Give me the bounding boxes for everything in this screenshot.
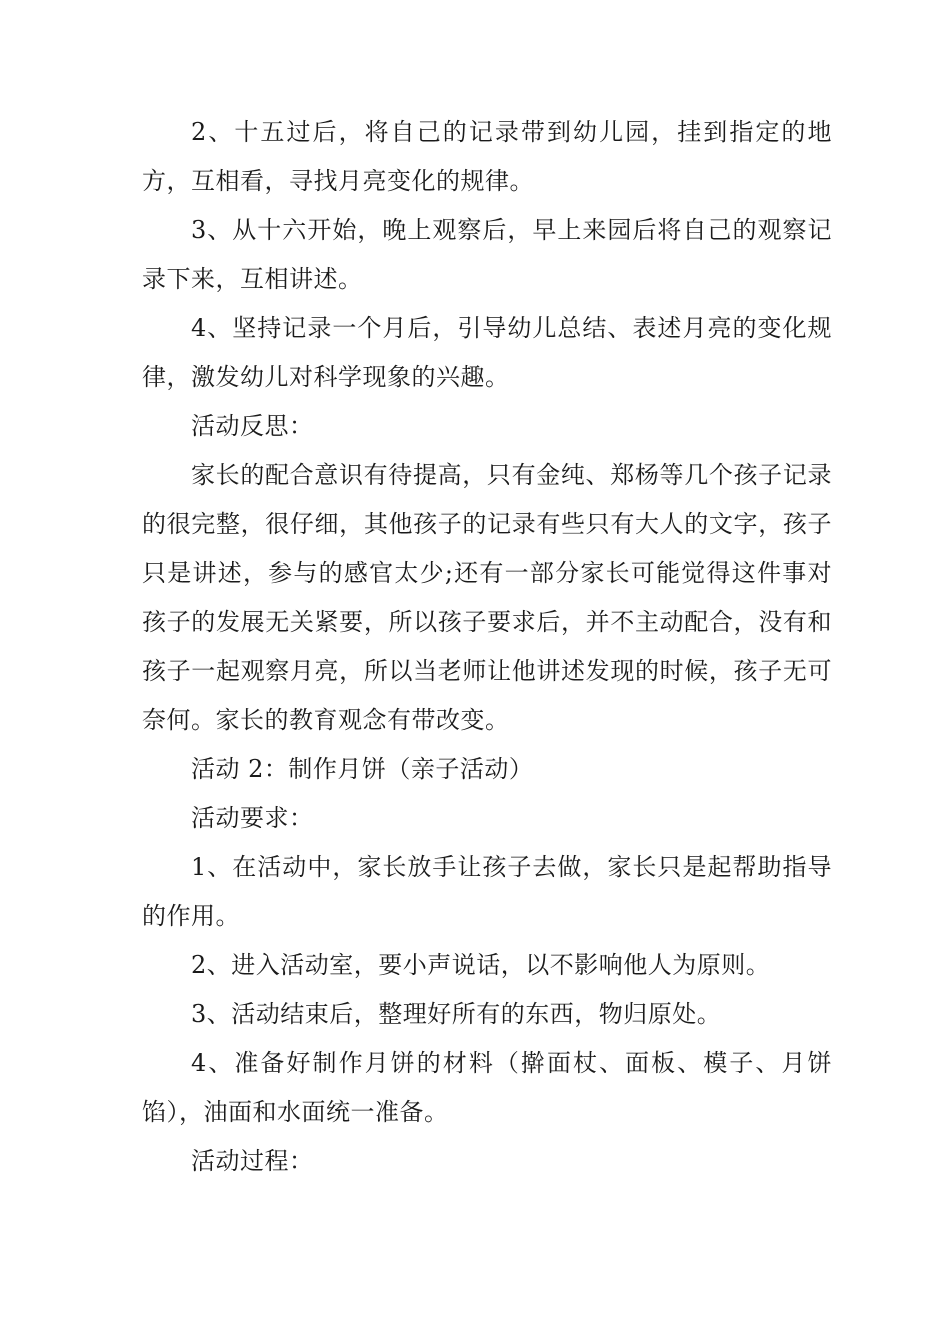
requirement-2: 2、进入活动室，要小声说话，以不影响他人为原则。 (191, 951, 771, 979)
paragraph-step-2: 2、十五过后，将自己的记录带到幼儿园，挂到指定的地方，互相看，寻找月亮变化的规律。 (142, 118, 832, 195)
document-body (142, 108, 832, 1186)
requirement-1: 1、在活动中，家长放手让孩子去做，家长只是起帮助指导的作用。 (142, 853, 832, 930)
heading-activity-2: 活动 2：制作月饼（亲子活动） (191, 755, 534, 783)
paragraph-step-3: 3、从十六开始，晚上观察后，早上来园后将自己的观察记录下来，互相讲述。 (142, 216, 832, 293)
heading-activity-reflection: 活动反思： (191, 412, 314, 440)
heading-activity-process: 活动过程： (191, 1147, 314, 1175)
heading-activity-requirements: 活动要求： (191, 804, 314, 832)
requirement-4: 4、准备好制作月饼的材料（擀面杖、面板、模子、月饼馅），油面和水面统一准备。 (142, 1049, 832, 1126)
paragraph-reflection: 家长的配合意识有待提高，只有金纯、郑杨等几个孩子记录的很完整，很仔细，其他孩子的记录有些只有大人的文字，孩子只是讲述，参与的感官太少;还有一部分家长可能觉得这件事对孩子的发展无关紧要，所以孩子要求后，并不主动配合，没有和孩子一起观察月亮，所以当老师让他讲述发现的时候，孩子无可奈何。家长的教育观念有带改变。 (142, 461, 832, 734)
requirement-3: 3、活动结束后，整理好所有的东西，物归原处。 (191, 1000, 722, 1028)
paragraph-step-4: 4、坚持记录一个月后，引导幼儿总结、表述月亮的变化规律，激发幼儿对科学现象的兴趣。 (142, 314, 832, 391)
